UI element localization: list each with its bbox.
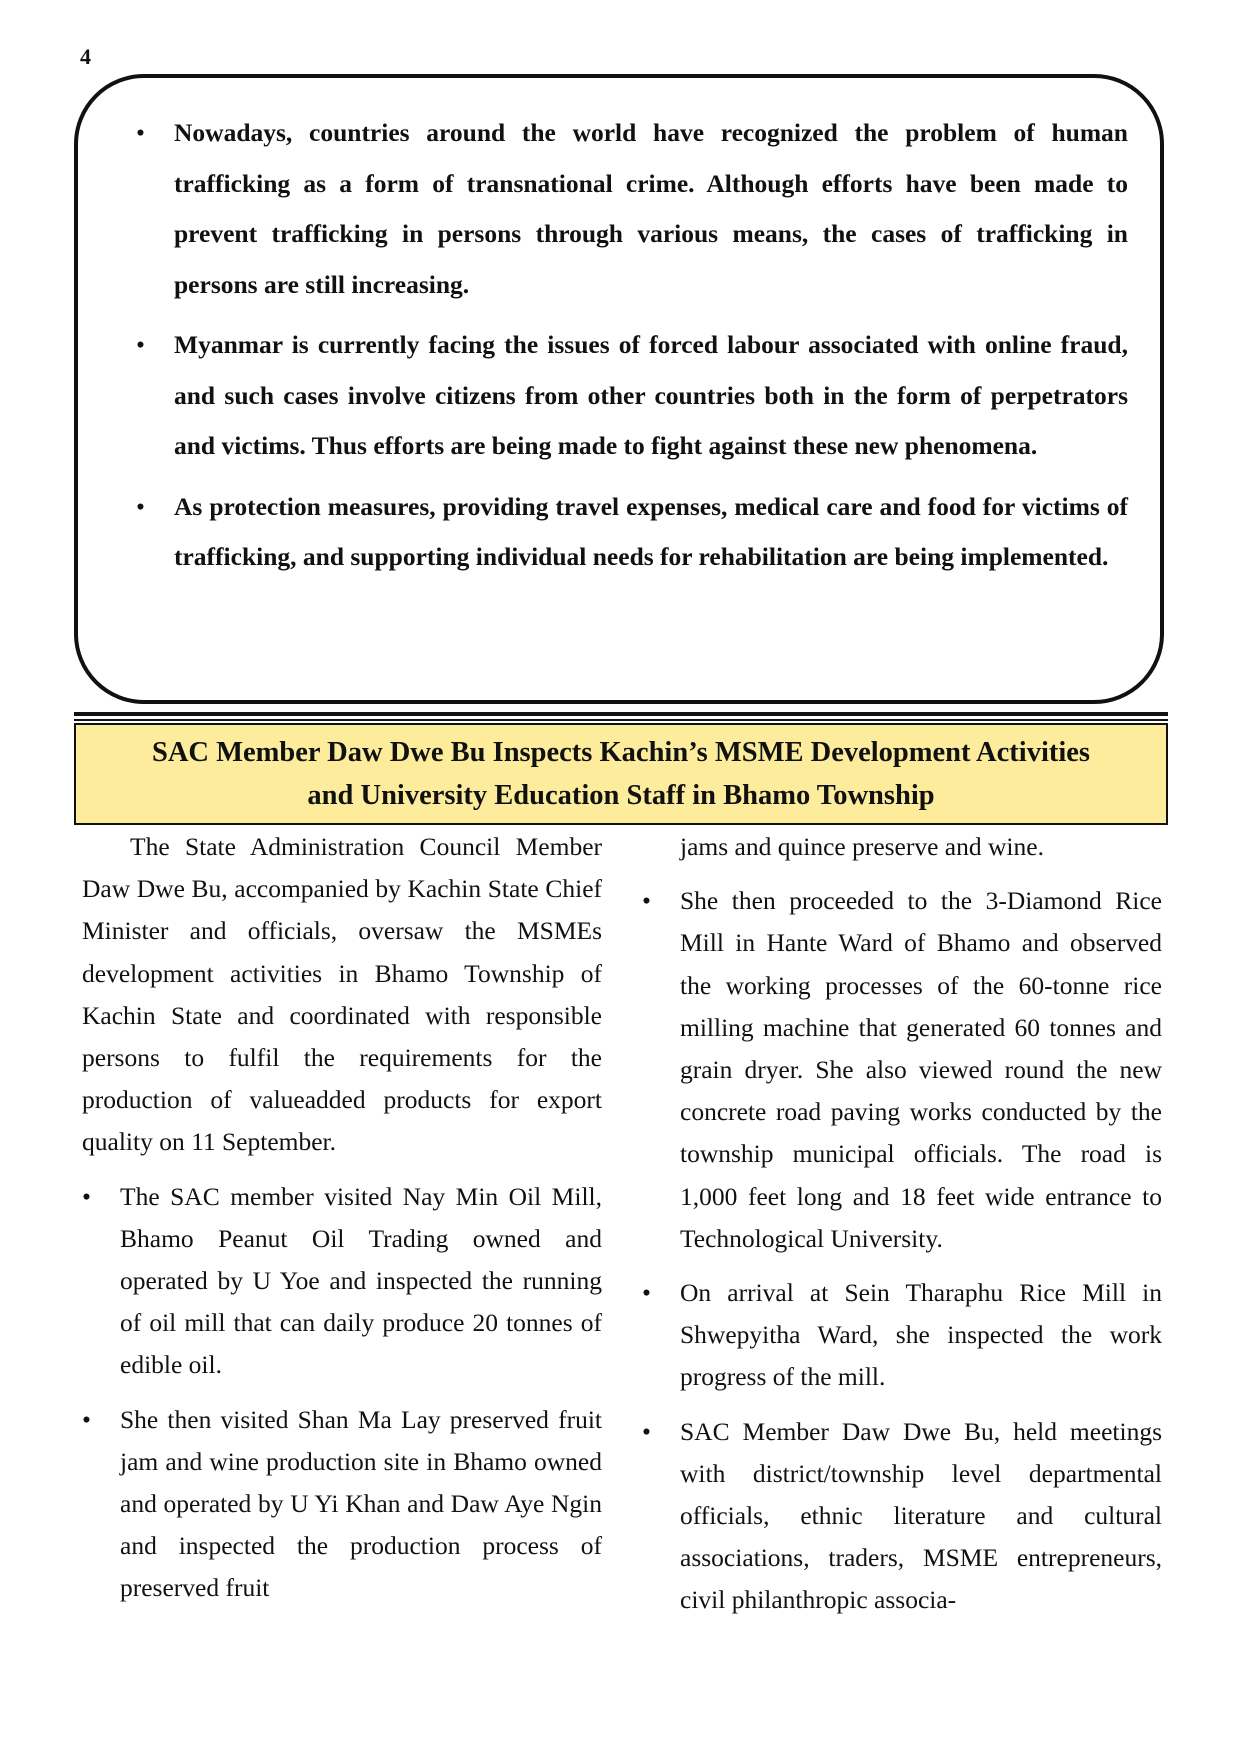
bullet-icon: •	[642, 886, 651, 916]
bullet-icon: •	[82, 1181, 91, 1211]
callout-bullet-item	[136, 320, 1128, 472]
headline-line-1: SAC Member Daw Dwe Bu Inspects Kachin’s MSME Development Activities	[151, 737, 1091, 768]
article-column-right	[642, 826, 1162, 1622]
article-intro-paragraph: The State Administration Council Member Daw Dwe Bu, accompanied by Kachin State Chief Minister and officials, oversaw the MSMEs development activities in Bhamo Township of Kachin State and coordinated with responsible persons to fulfil the requirements for the production of valueadded products for export quality on 11 September.	[82, 832, 602, 1157]
article-bullet-item	[642, 880, 1162, 1260]
article-bullet-text: She then proceeded to the 3-Diamond Rice Mill in Hante Ward of Bhamo and observed the working processes of the 60-tonne rice milling machine that generated 60 tonnes and grain dryer. She also viewed round the new concrete road paving works conducted by the township municipal officials. The road is 1,000 feet long and 18 feet wide entrance to Technological University.	[680, 886, 1162, 1253]
page-number: 4	[80, 44, 91, 69]
right-bullet-list	[642, 880, 1162, 1621]
callout-bullet-item	[136, 108, 1128, 310]
article-bullet-item	[642, 1411, 1162, 1622]
article-bullet-text: On arrival at Sein Tharaphu Rice Mill in Shwepyitha Ward, she inspected the work progress of the mill.	[680, 1278, 1162, 1392]
bullet-icon: •	[136, 491, 145, 521]
bullet-icon: •	[642, 1278, 651, 1308]
callout-bullet-text: As protection measures, providing travel expenses, medical care and food for victims of trafficking, and supporting individual needs for rehabilitation are being implemented.	[174, 491, 1128, 571]
article-bullet-text: She then visited Shan Ma Lay preserved fruit jam and wine production site in Bhamo owned and operated by U Yi Khan and Daw Aye Ngin and inspected the production process of preserved fruit	[120, 1404, 602, 1603]
section-divider-thick	[74, 712, 1168, 716]
callout-bullet-text: Nowadays, countries around the world have recognized the problem of human trafficking as a form of transnational crime. Although efforts have been made to prevent trafficking in persons through various means, the cases of trafficking in persons are still increasing.	[174, 118, 1128, 299]
left-bullet-list	[82, 1176, 602, 1610]
article-bullet-item	[82, 1399, 602, 1610]
article-bullet-item	[642, 1272, 1162, 1399]
bullet-icon: •	[136, 330, 145, 359]
headline-line-2: and University Education Staff in Bhamo Township	[307, 780, 935, 811]
headline-box	[74, 723, 1168, 825]
callout-bullet-text: Myanmar is currently facing the issues of forced labour associated with online fraud, and such cases involve citizens from other countries both in the form of perpetrators and victims. Thus efforts are being made to fight against these new phenomena.	[174, 330, 1128, 460]
bullet-icon: •	[136, 118, 145, 147]
bullet-icon: •	[82, 1404, 91, 1434]
callout-bullet-list	[136, 108, 1128, 583]
article-column-left	[82, 826, 602, 1610]
callout-bullet-item	[136, 482, 1128, 583]
article-bullet-text: SAC Member Daw Dwe Bu, held meetings with district/township level departmental officials, ethnic literature and cultural associations, traders, MSME entrepreneurs, civil philanthropic associa-	[680, 1416, 1162, 1615]
section-divider-thin	[74, 719, 1168, 721]
article-bullet-continuation: jams and quince preserve and wine.	[680, 832, 1044, 861]
summary-callout-box	[74, 74, 1164, 704]
article-headline	[152, 731, 1090, 817]
bullet-icon: •	[642, 1416, 651, 1446]
article-bullet-item	[82, 1176, 602, 1387]
article-bullet-text: The SAC member visited Nay Min Oil Mill, Bhamo Peanut Oil Trading owned and operated by U Yoe and inspected the running of oil mill that can daily produce 20 tonnes of edible oil.	[120, 1181, 602, 1380]
